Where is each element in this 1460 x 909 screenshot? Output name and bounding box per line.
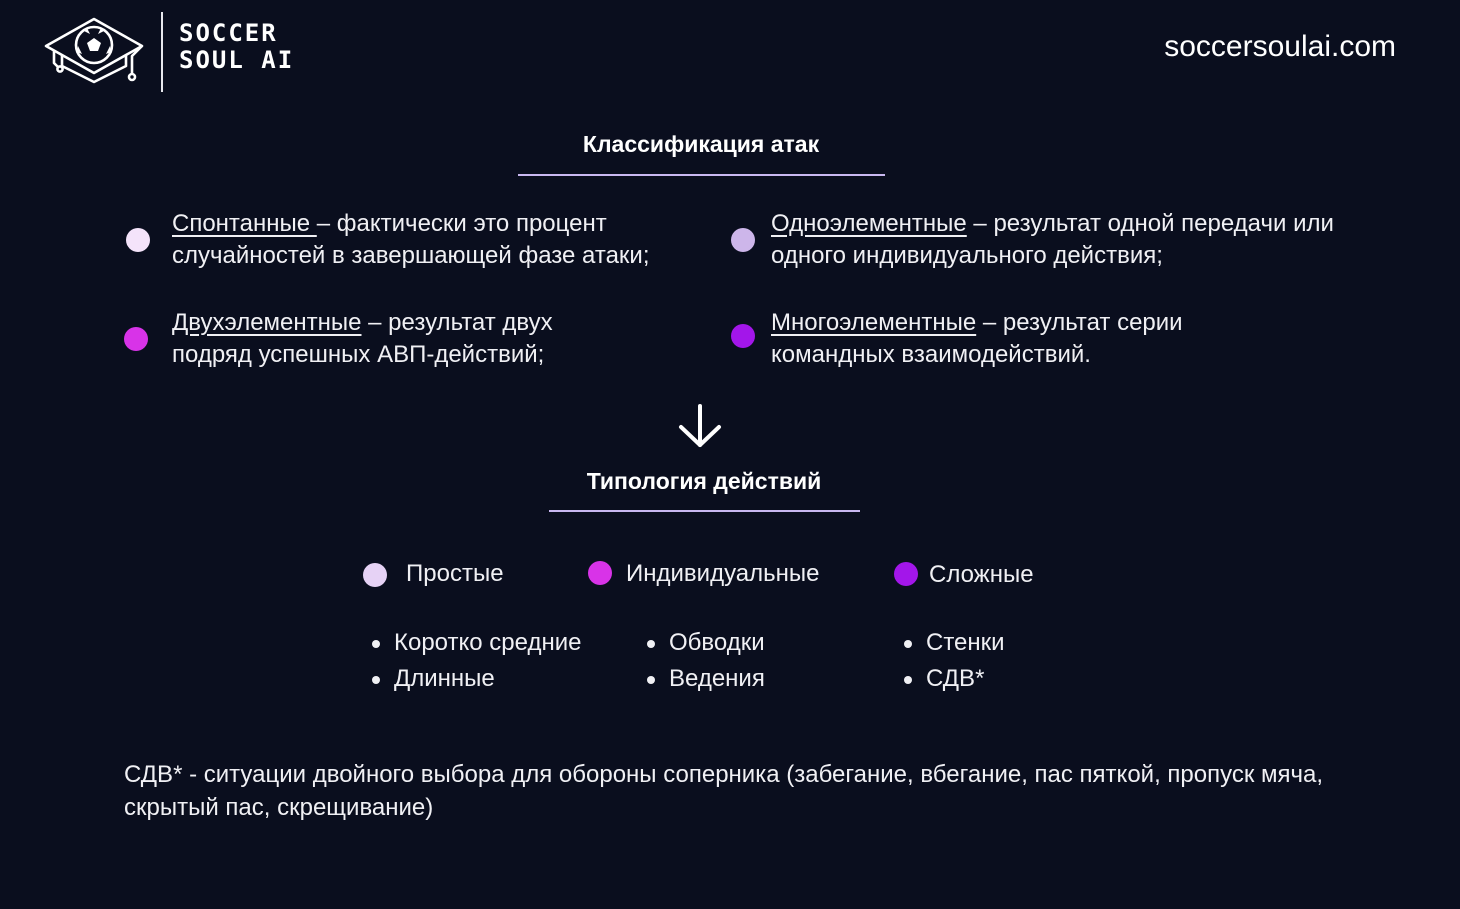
attack-description: – результат двух подряд успешных АВП-действий; bbox=[172, 309, 553, 368]
attack-item-multi-element bbox=[771, 307, 1251, 371]
attack-term: Двухэлементные bbox=[172, 309, 362, 336]
logo-line-2: SOUL AI bbox=[179, 46, 295, 74]
type-dot-individual bbox=[588, 561, 612, 585]
arrow-down-icon bbox=[676, 402, 724, 450]
logo-line-1: SOCCER bbox=[179, 19, 278, 47]
list-item: Ведения bbox=[645, 661, 765, 697]
attack-description: – результат серии командных взаимодействий. bbox=[771, 309, 1183, 368]
list-item: СДВ* bbox=[902, 661, 1005, 697]
list-item: Коротко средние bbox=[370, 625, 581, 661]
attack-item-one-element bbox=[771, 208, 1351, 272]
attack-description: – фактически это процент случайностей в завершающей фазе атаки; bbox=[172, 210, 650, 269]
bullet-dot-spontaneous bbox=[126, 228, 150, 252]
type-label-simple: Простые bbox=[406, 560, 504, 587]
attack-item-spontaneous bbox=[172, 208, 702, 272]
action-typology-title: Типология действий bbox=[586, 468, 822, 494]
logo-wordmark bbox=[179, 20, 294, 74]
attack-term: Одноэлементные bbox=[771, 210, 967, 237]
attack-classification-title: Классификация атак bbox=[582, 131, 820, 157]
bullet-dot-two-element bbox=[124, 327, 148, 351]
bullet-dot-one-element bbox=[731, 228, 755, 252]
attack-description: – результат одной передачи или одного индивидуального действия; bbox=[771, 210, 1334, 269]
type-dot-simple bbox=[363, 563, 387, 587]
type-label-individual: Индивидуальные bbox=[626, 560, 820, 587]
list-item: Длинные bbox=[370, 661, 581, 697]
type-list-complex bbox=[902, 625, 1005, 697]
action-typology-underline bbox=[549, 510, 860, 512]
attack-classification-underline bbox=[518, 174, 885, 176]
footnote: СДВ* - ситуации двойного выбора для обороны соперника (забегание, вбегание, пас пяткой, пропуск мяча, скрытый пас, скрещивание) bbox=[124, 761, 1324, 821]
list-item: Обводки bbox=[645, 625, 765, 661]
type-label-complex: Сложные bbox=[929, 561, 1034, 588]
logo-divider bbox=[161, 12, 163, 92]
type-list-simple bbox=[370, 625, 581, 697]
attack-term: Спонтанные bbox=[172, 210, 317, 237]
type-dot-complex bbox=[894, 562, 918, 586]
type-list-individual bbox=[645, 625, 765, 697]
bullet-dot-multi-element bbox=[731, 324, 755, 348]
attack-term: Многоэлементные bbox=[771, 309, 977, 336]
list-item: Стенки bbox=[902, 625, 1005, 661]
attack-item-two-element bbox=[172, 307, 632, 371]
site-url[interactable]: soccersoulai.com bbox=[1164, 30, 1396, 63]
logo-icon bbox=[44, 16, 148, 86]
